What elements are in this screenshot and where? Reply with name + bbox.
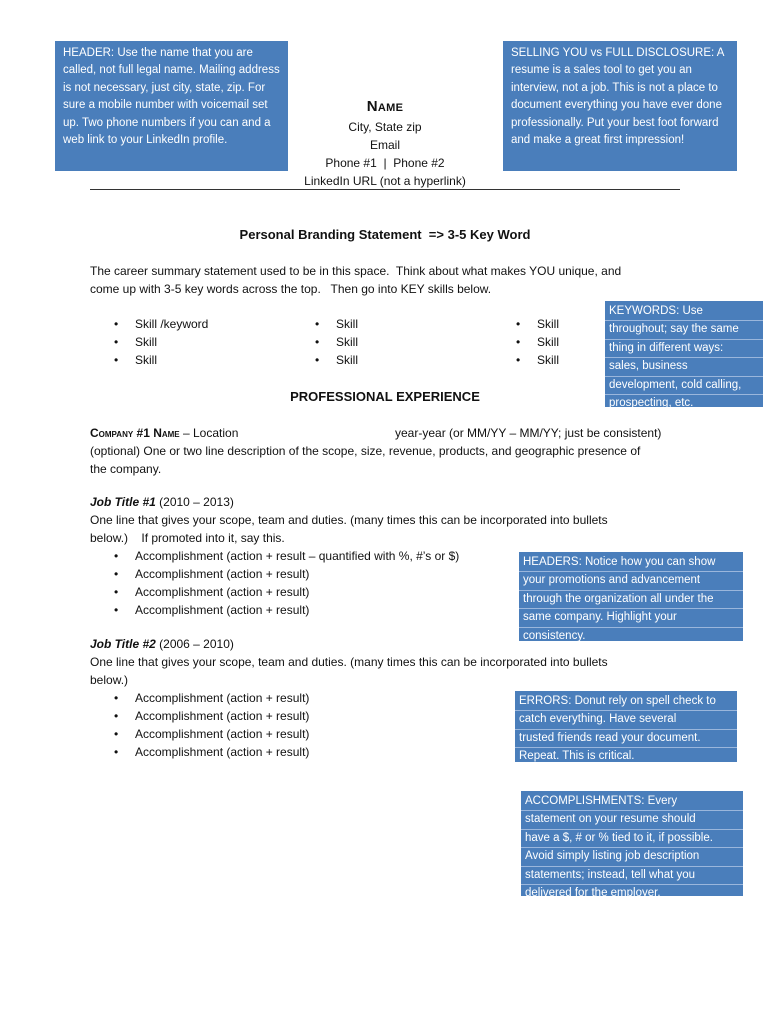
accomplishment-item: • Accomplishment (action + result – quantified with %, #’s or $)	[90, 547, 690, 565]
accomplishment-item: • Accomplishment (action + result)	[90, 689, 690, 707]
accomplishment-list	[90, 689, 690, 761]
linkedin-line: LinkedIn URL (not a hyperlink)	[304, 174, 466, 188]
contact-header	[285, 96, 485, 190]
headers-tip-line: consistency.	[523, 629, 586, 642]
skill-item: • Skill /keyword	[90, 315, 290, 333]
skill-item: • Skill	[90, 351, 290, 369]
keywords-tip-line: prospecting, etc.	[609, 397, 694, 410]
job-years: (2006 – 2010)	[155, 637, 234, 651]
accomplishment-item: • Accomplishment (action + result)	[90, 601, 690, 619]
accomplishment-item: • Accomplishment (action + result)	[90, 743, 690, 761]
job-title: Job Title #1	[90, 495, 156, 509]
keywords-tip-line: throughout; say the same	[605, 321, 763, 339]
errors-tip-line: trusted friends read your document.	[515, 730, 737, 748]
skill-item: • Skill	[291, 315, 441, 333]
keywords-tip-line: thing in different ways:	[605, 340, 763, 358]
experience-section-title: PROFESSIONAL EXPERIENCE	[290, 389, 480, 404]
errors-tip-line: ERRORS: Donut rely on spell check to	[515, 693, 737, 711]
company-dates: year-year (or MM/YY – MM/YY; just be consistent)	[395, 426, 662, 440]
skill-item: • Skill	[291, 333, 441, 351]
company-header	[90, 424, 690, 478]
skill-item: • Skill	[492, 315, 602, 333]
phone-line: Phone #1 | Phone #2	[325, 156, 445, 170]
accomplishment-item: • Accomplishment (action + result)	[90, 565, 690, 583]
skill-item: • Skill	[492, 351, 602, 369]
accomplishment-item: • Accomplishment (action + result)	[90, 707, 690, 725]
keywords-tip-line: development, cold calling,	[605, 377, 763, 395]
job-scope-line: below.)	[90, 673, 129, 687]
header-tip-text: HEADER: Use the name that you are called, not full legal name. Mailing address is not necessary, just city, state, zip. For sure a mobile number with voicemail set up. Two phone numbers if you can and a web link to your LinkedIn profile.	[63, 47, 280, 147]
header-tip-callout	[55, 41, 288, 171]
accomplishment-item: • Accomplishment (action + result)	[90, 725, 690, 743]
branding-summary	[90, 262, 690, 298]
branding-title: Personal Branding Statement => 3-5 Key Word	[239, 227, 531, 242]
skills-column-2	[291, 315, 441, 369]
job-entry-1	[90, 493, 690, 619]
city-state-zip: City, State zip	[348, 120, 422, 134]
errors-tip-line: Repeat. This is critical.	[519, 750, 635, 763]
selling-tip-callout	[503, 41, 737, 171]
errors-tip-line: catch everything. Have several	[515, 711, 737, 729]
job-entry-2	[90, 635, 690, 761]
accomplishments-tip-line: Avoid simply listing job description	[521, 848, 743, 866]
keywords-tip-callout	[605, 301, 763, 410]
accomplishments-tip-line: have a $, # or % tied to it, if possible.	[521, 830, 743, 848]
accomplishments-tip-line: delivered for the employer.	[525, 887, 661, 900]
company-name: Company #1 Name	[90, 426, 180, 440]
company-description-line: (optional) One or two line description of the scope, size, revenue, products, and geographic presence of	[90, 444, 641, 458]
email-line: Email	[369, 138, 400, 152]
keywords-tip-line: sales, business	[605, 358, 763, 376]
headers-tip-line: your promotions and advancement	[519, 572, 743, 590]
job-scope-line: One line that gives your scope, team and duties. (many times this can be incorporated into bullets	[90, 655, 608, 669]
accomplishments-tip-line: statements; instead, tell what you	[521, 867, 743, 885]
branding-summary-line: The career summary statement used to be in this space. Think about what makes YOU unique, and	[90, 264, 622, 278]
company-description-line: the company.	[90, 462, 162, 476]
job-scope-line: below.) If promoted into it, say this.	[90, 531, 285, 545]
skill-item: • Skill	[492, 333, 602, 351]
job-title: Job Title #2	[90, 637, 156, 651]
skill-item: • Skill	[291, 351, 441, 369]
skills-column-3	[492, 315, 602, 369]
job-scope-line: One line that gives your scope, team and duties. (many times this can be incorporated into bullets	[90, 513, 608, 527]
headers-tip-line: through the organization all under the	[519, 591, 743, 609]
accomplishment-list	[90, 547, 690, 619]
headers-tip-line: same company. Highlight your	[519, 609, 743, 627]
candidate-name: Name	[366, 98, 404, 115]
branding-summary-line: come up with 3-5 key words across the top. Then go into KEY skills below.	[90, 282, 492, 296]
keywords-tip-line: KEYWORDS: Use	[605, 303, 763, 321]
job-years: (2010 – 2013)	[155, 495, 234, 509]
skills-column-1	[90, 315, 290, 369]
headers-tip-line: HEADERS: Notice how you can show	[519, 554, 743, 572]
skill-item: • Skill	[90, 333, 290, 351]
accomplishments-tip-line: ACCOMPLISHMENTS: Every	[521, 793, 743, 811]
selling-tip-text: SELLING YOU vs FULL DISCLOSURE: A resume is a sales tool to get you an interview, not a job. This is not a place to document everything you have ever done professionally. Put your best foot forward and make a great first impression!	[511, 47, 724, 147]
company-location: – Location	[179, 426, 239, 440]
header-divider	[90, 189, 680, 190]
accomplishment-item: • Accomplishment (action + result)	[90, 583, 690, 601]
accomplishments-tip-callout	[521, 791, 743, 900]
accomplishments-tip-line: statement on your resume should	[521, 811, 743, 829]
